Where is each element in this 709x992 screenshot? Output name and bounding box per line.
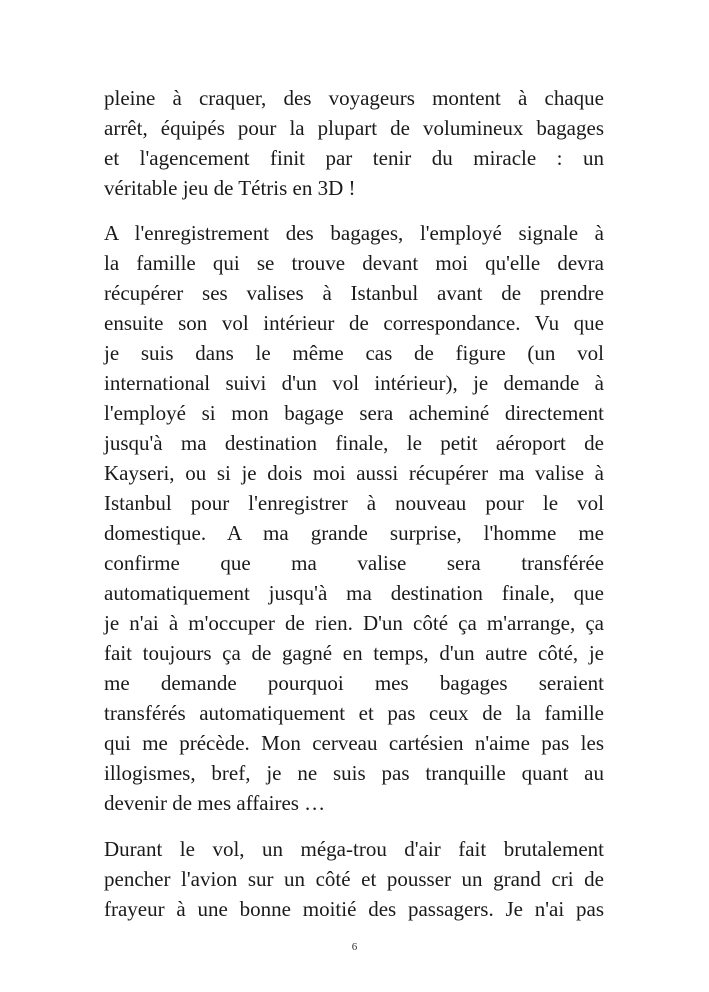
text-line: pencher l'avion sur un côté et pousser un grand cri de [104,867,604,891]
page-number: 6 [351,941,358,953]
text-line: automatiquement jusqu'à ma destination finale, que [104,581,604,605]
text-line: récupérer ses valises à Istanbul avant de prendre [104,281,604,305]
text-line: Kayseri, ou si je dois moi aussi récupérer ma valise à [104,461,604,485]
text-line: Durant le vol, un méga-trou d'air fait brutalement [104,837,604,861]
text-line: Istanbul pour l'enregistrer à nouveau pour le vol [104,491,604,515]
text-line: transférés automatiquement et pas ceux de la famille [104,701,604,725]
text-line: véritable jeu de Tétris en 3D ! [104,176,356,200]
text-line: pleine à craquer, des voyageurs montent à chaque [104,86,604,110]
text-line: A l'enregistrement des bagages, l'employé signale à [104,221,604,245]
text-line: fait toujours ça de gagné en temps, d'un autre côté, je [104,641,604,665]
text-line: international suivi d'un vol intérieur), je demande à [104,371,604,395]
text-line: domestique. A ma grande surprise, l'homme me [104,521,604,545]
text-line: l'employé si mon bagage sera acheminé directement [104,401,604,425]
text-line: qui me précède. Mon cerveau cartésien n'aime pas les [104,731,604,755]
text-line: la famille qui se trouve devant moi qu'elle devra [104,251,604,275]
paragraph-2 [104,218,604,818]
paragraph-1 [104,83,604,203]
text-line: et l'agencement finit par tenir du miracle : un [104,146,604,170]
paragraph-3 [104,834,604,924]
text-line: devenir de mes affaires … [104,791,326,815]
text-line: confirme que ma valise sera transférée [104,551,604,575]
text-line: illogismes, bref, je ne suis pas tranquille quant au [104,761,604,785]
text-line: ensuite son vol intérieur de correspondance. Vu que [104,311,604,335]
text-line: me demande pourquoi mes bagages seraient [104,671,604,695]
text-line: jusqu'à ma destination finale, le petit aéroport de [104,431,604,455]
text-line: arrêt, équipés pour la plupart de volumineux bagages [104,116,604,140]
text-line: je n'ai à m'occuper de rien. D'un côté ça m'arrange, ça [104,611,604,635]
text-line: frayeur à une bonne moitié des passagers. Je n'ai pas [104,897,604,921]
text-line: je suis dans le même cas de figure (un vol [104,341,604,365]
